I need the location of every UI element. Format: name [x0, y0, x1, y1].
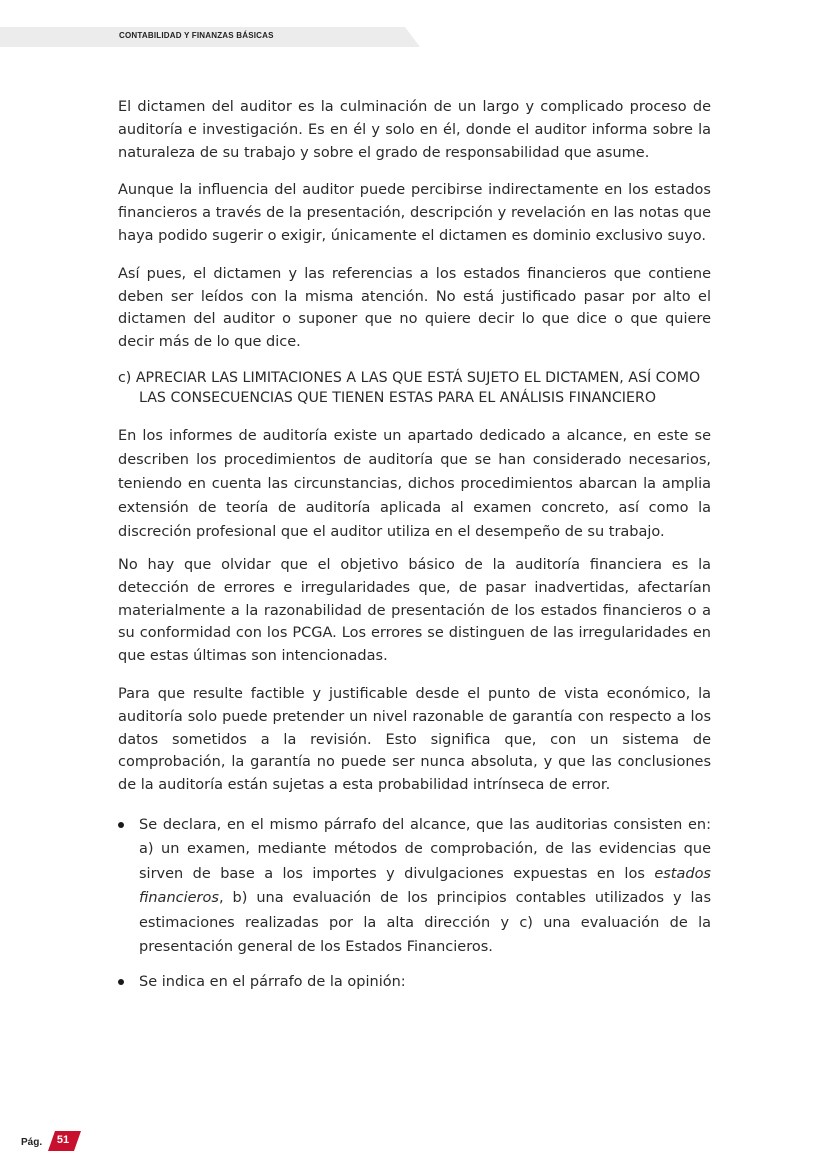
bullet-dot-icon — [118, 979, 124, 985]
paragraph: No hay que olvidar que el objetivo básico de la auditoría financiera es la detección de errores e irregularidades que, de pasar inadvertidas, afectarían materialmente a la razonabilidad de presentación de los estados financieros o a su conformidad con los PCGA. Los errores se distinguen de las irregularidades en que estas últimas son intencionadas. — [118, 556, 711, 665]
bullet-item — [118, 813, 711, 960]
document-body — [118, 96, 711, 1004]
bullet-text — [139, 813, 711, 960]
page-label: Pág. — [21, 1137, 43, 1148]
bullet-text-part: Se declara, en el mismo párrafo del alcance, que las auditorias consisten en: a) un examen, mediante métodos de comprobación, de las evidencias que sirven de base a los importes y divulgaciones expuestas en los — [139, 816, 711, 882]
page-number: 51 — [56, 1134, 70, 1146]
section-heading — [118, 368, 711, 409]
bullet-text-italic: estados financieros — [139, 865, 711, 907]
bullet-dot-icon — [118, 822, 124, 828]
paragraph: Así pues, el dictamen y las referencias a los estados financieros que contiene deben ser leídos con la misma atención. No está justificado pasar por alto el dictamen del auditor o suponer que no quiere decir lo que dice o que quiere decir más de lo que dice. — [118, 265, 711, 351]
bullet-list — [118, 813, 711, 995]
bullet-text-part: Se indica en el párrafo de la opinión: — [139, 973, 406, 990]
bullet-item — [118, 970, 711, 995]
bullet-text-part: , b) una evaluación de los principios contables utilizados y las estimaciones realizadas por la alta dirección y c) una evaluación de la presentación general de los Estados Financieros. — [139, 890, 711, 956]
paragraph: El dictamen del auditor es la culminación de un largo y complicado proceso de auditoría e investigación. Es en él y solo en él, donde el auditor informa sobre la naturaleza de su trabajo y sobre el grado de responsabilidad que asume. — [118, 99, 711, 161]
section-heading-line-2: LAS CONSECUENCIAS QUE TIENEN ESTAS PARA EL ANÁLISIS FINANCIERO — [139, 390, 656, 407]
section-heading-line-1: c) APRECIAR LAS LIMITACIONES A LAS QUE ESTÁ SUJETO EL DICTAMEN, ASÍ COMO — [118, 369, 701, 386]
running-header-title: CONTABILIDAD Y FINANZAS BÁSICAS — [119, 31, 274, 40]
paragraph: En los informes de auditoría existe un apartado dedicado a alcance, en este se describen los procedimientos de auditoría que se han considerado necesarios, teniendo en cuenta las circunstancias, dichos procedimientos abarcan la amplia extensión de teoría de auditoría aplicada al examen concreto, así como la discreción profesional que el auditor utiliza en el desempeño de su trabajo. — [118, 427, 711, 540]
bullet-text — [139, 970, 711, 995]
paragraph: Aunque la influencia del auditor puede percibirse indirectamente en los estados financieros a través de la presentación, descripción y revelación en las notas que haya podido sugerir o exigir, únicamente el dictamen es dominio exclusivo suyo. — [118, 182, 711, 244]
paragraph: Para que resulte factible y justificable desde el punto de vista económico, la auditoría solo puede pretender un nivel razonable de garantía con respecto a los datos sometidos a la revisión. Esto significa que, con un sistema de comprobación, la garantía no puede ser nunca absoluta, y que las conclusiones de la auditoría están sujetas a esta probabilidad intrínseca de error. — [118, 685, 711, 794]
